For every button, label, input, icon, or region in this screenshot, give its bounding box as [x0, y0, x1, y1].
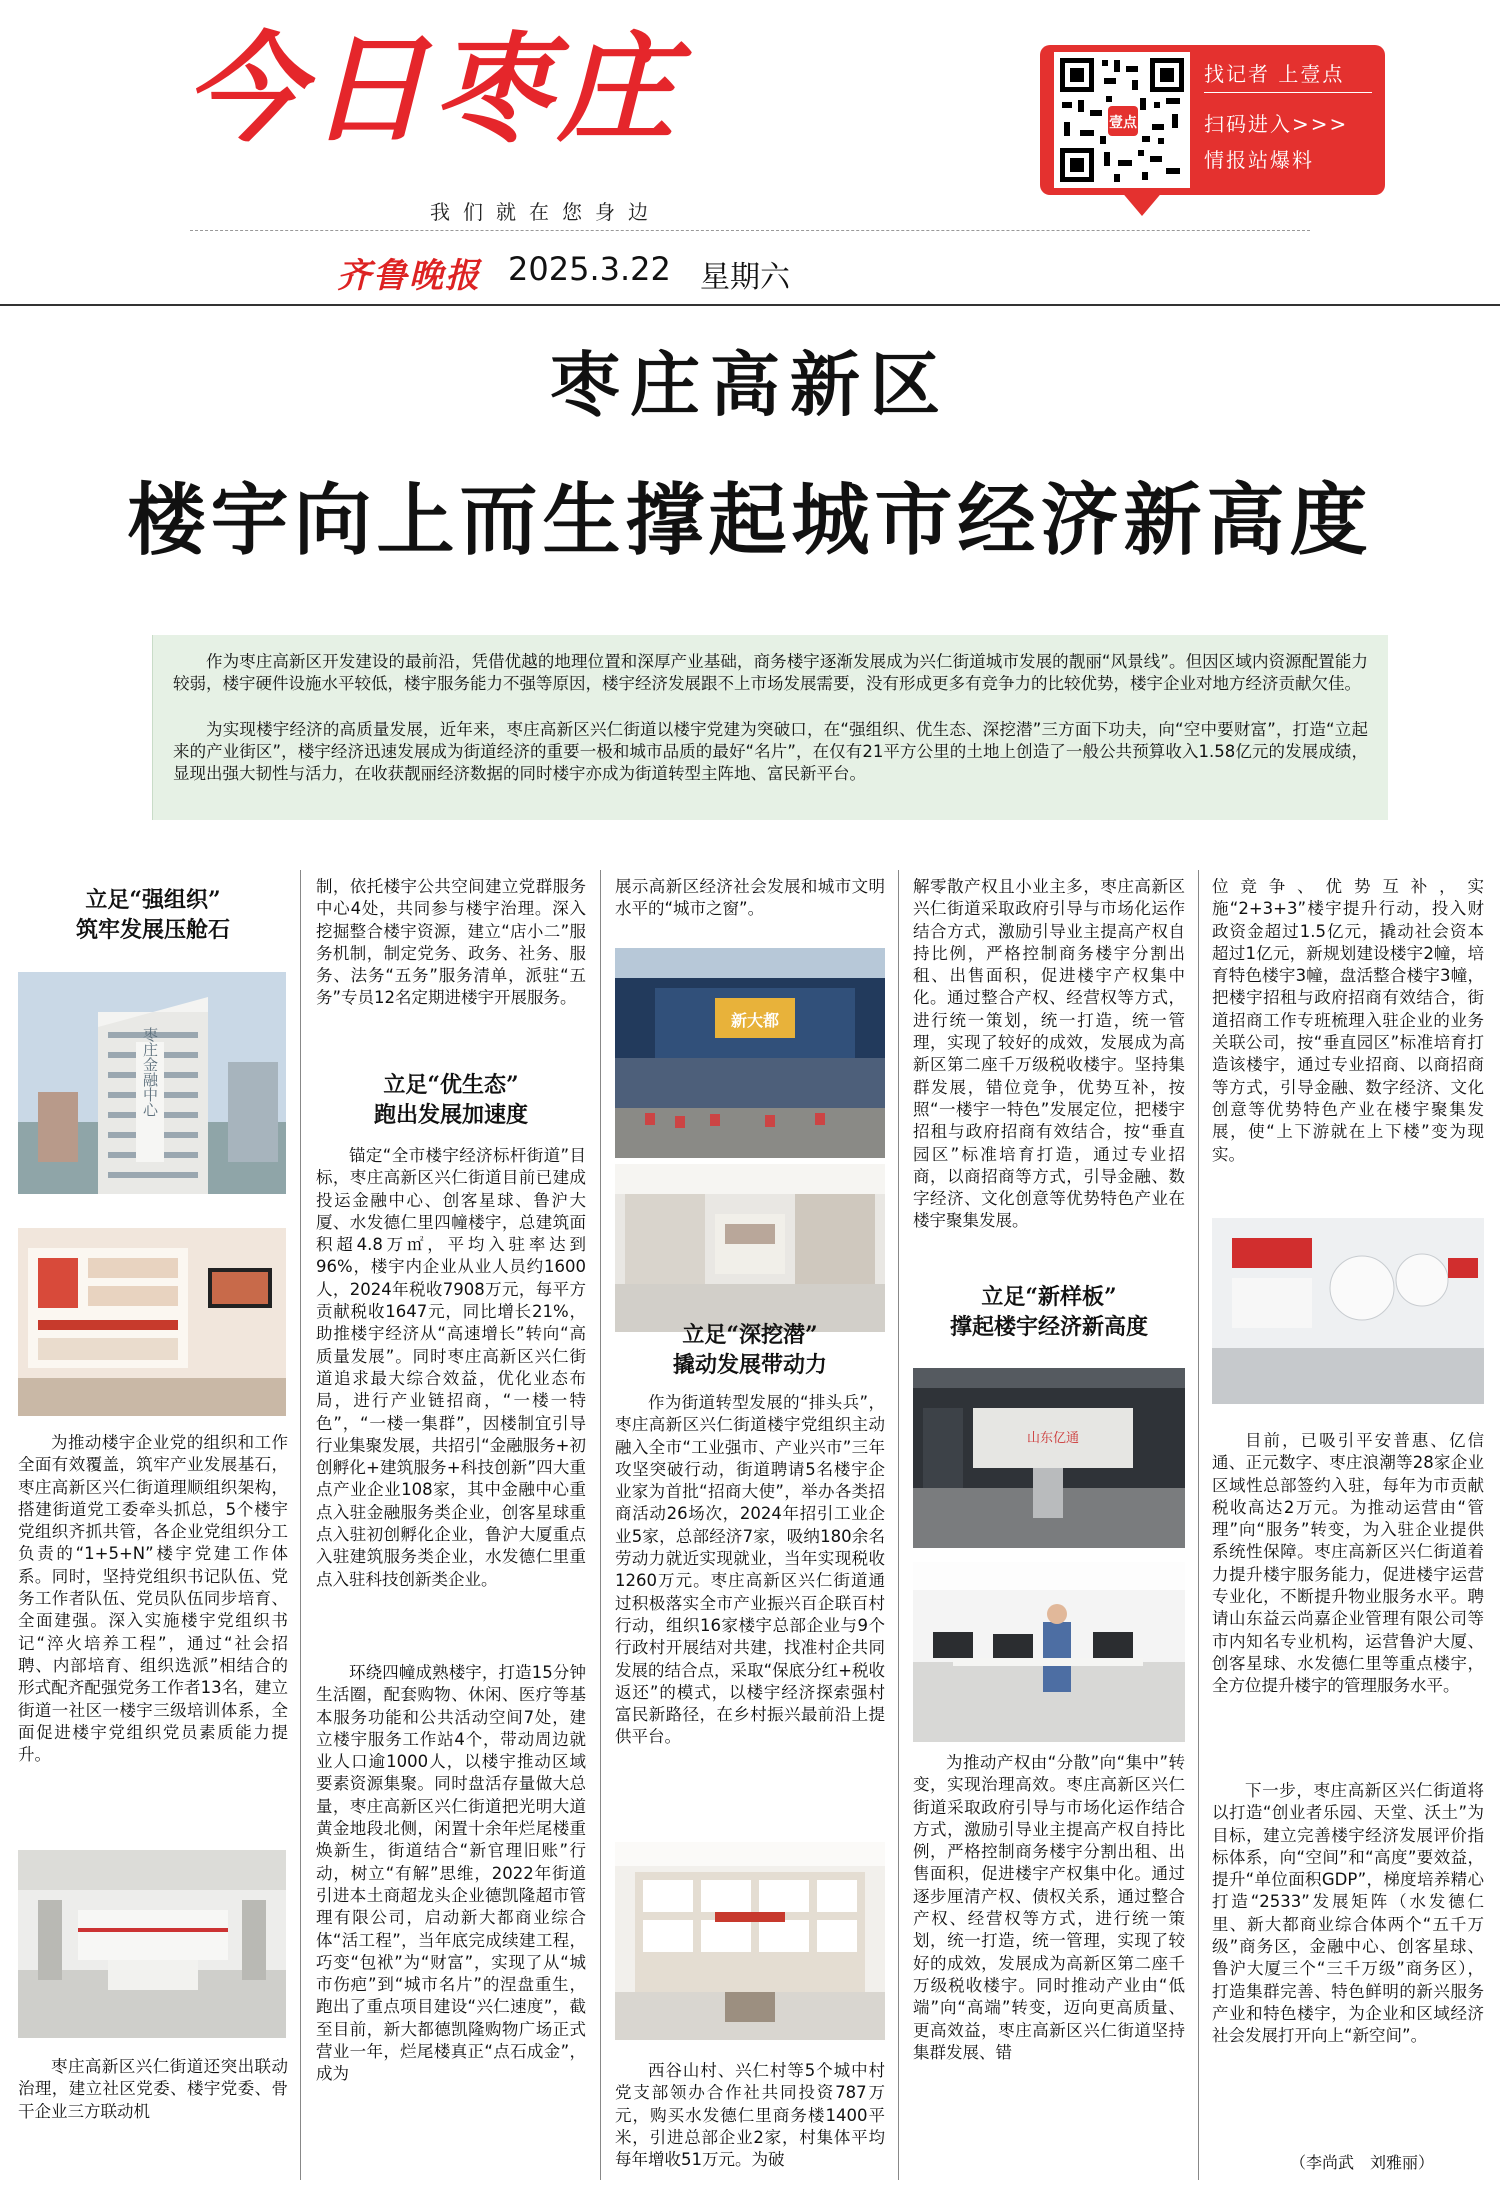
- col5-paragraph-1: 位竞争、优势互补，实施“2+3+3”楼宇提升行动，投入财政资金超过1.5亿元，撬动社会资本超过1亿元，新规划建设楼宇2幢，培育特色楼宇3幢，盘活整合楼宇3幢，把楼宇招租与政府招商有效结合，街道招商工作专班梳理入驻企业的业务关联公司，按“垂直园区”标准培育打造该楼宇，通过专业招商、以商招商等方式，引导金融、数字经济、文化创意等优势特色产业在楼宇聚集发展，使“上下游就在上下楼”变为现实。: [1212, 877, 1484, 1164]
- mall-sign-text: 新大都: [730, 1011, 780, 1030]
- subhead-line: 立足“新样板”: [981, 1284, 1117, 1310]
- column-rule: [600, 870, 601, 2180]
- author-credit: （李尚武 刘雅丽）: [1290, 2153, 1435, 2172]
- lead-paragraph-1: 作为枣庄高新区开发建设的最前沿，凭借优越的地理位置和深厚产业基础，商务楼宇逐渐发展成为兴仁街道城市发展的靓丽“风景线”。但因区域内资源配置能力较弱，楼宇硬件设施水平较低，楼宇服务能力不强等原因，楼宇经济发展跟不上市场发展需要，没有形成更多有竞争力的比较优势，楼宇企业对地方经济贡献欠佳。: [173, 652, 1368, 693]
- col2-paragraph-2: 锚定“全市楼宇经济标杆街道”目标，枣庄高新区兴仁街道目前已建成投运金融中心、创客星球、鲁沪大厦、水发德仁里四幢楼宇，总建筑面积超4.8万㎡，平均入驻率达到96%，楼宇内企业从业人员约1600人，2024年税收7908万元，每平方贡献税收1647元，同比增长21%，助推楼宇经济从“高速增长”转向“高质量发展”。同时枣庄高新区兴仁街道追求最大综合效益，优化业态布局，进行产业链招商，“一楼一特色”，“一楼一集群”，因楼制宜引导行业集聚发展，共招引“金融服务+初创孵化+建筑服务+科技创新”四大重点产业企业108家，其中金融中心重点入驻金融服务类企业，创客星球重点入驻初创孵化企业，鲁沪大厦重点入驻建筑服务类企业，水发德仁里重点入驻科技创新类企业。: [316, 1146, 586, 1589]
- lead-paragraph-2: 为实现楼宇经济的高质量发展，近年来，枣庄高新区兴仁街道以楼宇党建为突破口，在“强组织、优生态、深挖潜”三方面下功夫，向“空中要财富”，打造“立起来的产业街区”，楼宇经济迅速发展成为街道经济的重要一极和城市品质的最好“名片”，在仅有21平方公里的土地上创造了一般公共预算收入1.58亿元的发展成绩，显现出强大韧性与活力，在收获靓丽经济数据的同时楼宇亦成为街道转型主阵地、富民新平台。: [173, 720, 1368, 783]
- photo-shopping-mall: [615, 948, 885, 1158]
- building-sign-text: 枣庄金融中心: [141, 1027, 159, 1117]
- subhead-deep-potential: [615, 1320, 885, 1380]
- col3-paragraph-3: 西谷山村、兴仁村等5个城中村党支部领办合作社共同投资787万元，购买水发德仁里商务楼1400平米，引进总部企业2家，村集体平均每年增收51万元。为破: [615, 2061, 885, 2170]
- promo-line-3: 情报站爆料: [1204, 148, 1314, 172]
- headline-line-2: 楼宇向上而生撑起城市经济新高度: [127, 475, 1373, 566]
- masthead-slogan: 我们就在您身边: [430, 200, 661, 224]
- photo-open-office: [913, 1562, 1185, 1742]
- subhead-optimize-ecology: [316, 1070, 586, 1130]
- subhead-new-model: [913, 1282, 1185, 1342]
- column-rule: [1198, 870, 1199, 2180]
- headline-line-1: 枣庄高新区: [550, 343, 950, 426]
- qr-label: 壹点: [1109, 115, 1137, 131]
- subhead-line: 立足“优生态”: [383, 1072, 519, 1098]
- col5-paragraph-2: 目前，已吸引平安普惠、亿信通、正元数字、枣庄浪潮等28家企业区域性总部签约入驻，每年为市贡献税收高达2万元。为推动运营由“管理”向“服务”转变，为入驻企业提供系统性保障。枣庄高新区兴仁街道着力提升楼宇服务能力，促进楼宇运营专业化，不断提升物业服务水平。聘请山东益云尚嘉企业管理有限公司等市内知名专业机构，运营鲁沪大厦、创客星球、水发德仁里等重点楼宇，全方位提升楼宇的管理服务水平。: [1212, 1431, 1484, 1696]
- subhead-line: 跑出发展加速度: [373, 1102, 528, 1128]
- col2-paragraph-3: 环绕四幢成熟楼宇，打造15分钟生活圈，配套购物、休闲、医疗等基本服务功能和公共活动空间7处，建立楼宇服务工作站4个，带动周边就业人口逾1000人，以楼宇推动区域要素资源集聚。同时盘活存量做大总量，枣庄高新区兴仁街道把光明大道黄金地段北侧，闲置十余年烂尾楼重焕新生，街道结合“新官理旧账”行动，树立“有解”思维，2022年街道引进本土商超龙头企业德凯隆超市管理有限公司，启动新大都商业综合体“活工程”，当年底完成续建工程，巧变“包袱”为“财富”，实现了从“城市伤疤”到“城市名片”的涅盘重生，跑出了重点项目建设“兴仁速度”，截至目前，新大都德凯隆购物广场正式营业一年，烂尾楼真正“点石成金”，成为: [316, 1663, 586, 2084]
- photo-mall-interior: [615, 1164, 885, 1332]
- col4-paragraph-1: 解零散产权且小业主多，枣庄高新区兴仁街道采取政府引导与市场化运作结合方式，激励引导业主提高产权自持比例，严格控制商务楼宇分割出租、出售面积，促进楼宇产权集中化。通过整合产权、经营权等方式，进行统一策划，统一打造，统一管理，实现了较好的成效，发展成为高新区第二座千万级税收楼宇。坚持集群发展，错位竞争，优势互补，按照“一楼宇一特色”发展定位，把楼宇招租与政府招商有效结合，按“垂直园区”标准培育打造，通过专业招商，以商招商等方式，引导金融、数字经济、文化创意等优势特色产业在楼宇聚集发展。: [913, 877, 1185, 1231]
- subhead-line: 撑起楼宇经济新高度: [949, 1314, 1148, 1340]
- col2-paragraph-1: 制，依托楼宇公共空间建立党群服务中心4处，共同参与楼宇治理。深入挖掘整合楼宇资源，建立“店小二”服务机制，制定党务、政务、社务、服务、法务“五务”服务清单，派驻“五务”专员12名定期进楼宇开展服务。: [316, 877, 586, 1008]
- issue-date: 2025.3.22: [508, 250, 671, 288]
- col4-paragraph-2: 为推动产权由“分散”向“集中”转变，实现治理高效。枣庄高新区兴仁街道采取政府引导与市场化运作结合方式，激励引导业主提高产权自持比例，严格控制商务楼宇分割出租、出售面积，促进楼宇产权集中化。通过逐步厘清产权、债权关系，通过整合产权、经营权等方式，进行统一策划，统一打造，统一管理，实现了较好的成效，发展成为高新区第二座千万级税收楼宇。同时推动产业由“低端”向“高端”转变，迈向更高质量、更高效益，枣庄高新区兴仁街道坚持集群发展、错: [913, 1753, 1185, 2062]
- lead-box: [152, 635, 1388, 820]
- column-rule: [898, 870, 899, 2180]
- paper-name: 齐鲁晚报: [337, 256, 481, 296]
- lobby-sign-text: 山东亿通: [1026, 1431, 1080, 1446]
- qr-code-icon[interactable]: [1054, 52, 1190, 188]
- subhead-line: 立足“强组织”: [85, 887, 221, 913]
- col5-paragraph-3: 下一步，枣庄高新区兴仁街道将以打造“创业者乐园、天堂、沃土”为目标，建立完善楼宇经济发展评价指标体系，向“空间”和“高度”要效益，提升“单位面积GDP”，梯度培养精心打造“2533”发展矩阵（水发德仁里、新大都商业综合体两个“五千万级”商务区，金融中心、创客星球、鲁沪大厦三个“三千万级”商务区），打造集群完善、特色鲜明的新兴服务产业和特色楼宇，为企业和区域经济社会发展打开向上“新空间”。: [1212, 1781, 1484, 2046]
- col3-paragraph-2: 作为街道转型发展的“排头兵”，枣庄高新区兴仁街道楼宇党组织主动融入全市“工业强市、产业兴市”三年攻坚突破行动，街道聘请5名楼宇企业家为首批“招商大使”，举办各类招商活动26场次，2024年招引工业企业5家，总部经济7家，吸纳180余名劳动力就近实现就业，当年实现税收1260万元。枣庄高新区兴仁街道通过积极落实全市产业振兴百企联百村行动，组织16家楼宇总部企业与9个行政村开展结对共建，找准村企共同发展的结合点，采取“保底分红+税收返还”的模式，以楼宇经济探索强村富民新路径，在乡村振兴最前沿上提供平台。: [615, 1393, 885, 1747]
- promo-bubble-tail: [1120, 190, 1164, 216]
- photo-exhibition-wall: [1212, 1218, 1484, 1404]
- photo-bookshelf-room: [615, 1842, 885, 2040]
- issue-weekday: 星期六: [700, 260, 790, 295]
- col1-paragraph-2: 枣庄高新区兴仁街道还突出联动治理，建立社区党委、楼宇党委、骨干企业三方联动机: [18, 2057, 288, 2121]
- promo-divider: [1204, 92, 1372, 93]
- photo-party-exhibit-wall: [18, 1228, 286, 1416]
- photo-company-lobby: [913, 1368, 1185, 1548]
- subhead-line: 撬动发展带动力: [672, 1352, 827, 1378]
- col1-paragraph-1: 为推动楼宇企业党的组织和工作全面有效覆盖，筑牢产业发展基石，枣庄高新区兴仁街道理顺组织架构，搭建街道党工委牵头抓总，5个楼宇党组织齐抓共管，各企业党组织分工负责的“1+5+N”楼宇党建工作体系。同时，坚持党组织书记队伍、党务工作者队伍、党员队伍同步培育、全面建强。深入实施楼宇党组织书记“淬火培养工程”，通过“社会招聘、内部培育、组织选派”相结合的形式配齐配强党务工作者13名，建立街道一社区一楼宇三级培训体系，全面促进楼宇党组织党员素质能力提升。: [18, 1433, 288, 1765]
- masthead-divider: [190, 230, 1310, 231]
- header-rule: [0, 304, 1500, 306]
- promo-line-1: 找记者 上壹点: [1204, 62, 1345, 86]
- subhead-strong-organization: [18, 885, 288, 945]
- promo-line-2: 扫码进入>>>: [1204, 112, 1349, 136]
- photo-service-hall: [18, 1850, 286, 2038]
- subhead-line: 筑牢发展压舱石: [75, 917, 230, 943]
- column-rule: [300, 870, 301, 2180]
- subhead-line: 立足“深挖潜”: [682, 1322, 818, 1348]
- photo-office-tower: [18, 972, 286, 1194]
- masthead-title: 今日枣庄: [185, 20, 682, 158]
- col3-paragraph-1: 展示高新区经济社会发展和城市文明水平的“城市之窗”。: [615, 877, 885, 919]
